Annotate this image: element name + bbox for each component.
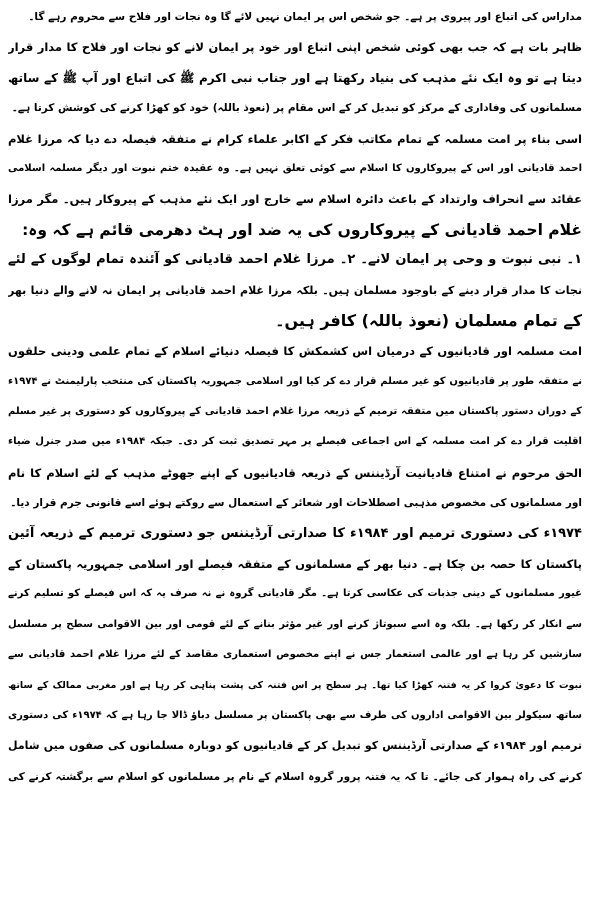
- text-line: غیور مسلمانوں کے دینی جذبات کی عکاسی کرتا ہے۔ مگر قادیانی گروہ نے نہ صرف یہ کہ اس فیصلے کو تسلیم کرنے: [8, 588, 582, 600]
- text-line: الحق مرحوم نے امتناع قادیانیت آرڈیننس کے ذریعہ قادیانیوں کے اپنے جھوٹے مذہب کے لئے اسلام کا نام: [8, 465, 582, 480]
- paragraph-6: [8, 519, 582, 793]
- text-line: کرنے کی راہ ہموار کی جائے۔ تا کہ یہ فتنہ پرور گروہ اسلام کے نام پر مسلمانوں کو اسلام سے برگشتہ کرنے کی: [8, 770, 582, 783]
- paragraph-4: [8, 245, 582, 336]
- text-line: کے دوران دستور پاکستان میں متفقہ ترمیم کے ذریعہ مرزا غلام احمد قادیانی کے پیروکاروں کو دستوری پر غیر مسلم: [8, 406, 582, 418]
- text-line: امت مسلمہ اور قادیانیوں کے درمیان اس کشمکش کا فیصلہ دنیائے اسلام کے تمام علمی ودینی حلقوں: [8, 344, 582, 359]
- text-line: نے متفقہ طور پر قادیانیوں کو غیر مسلم قرار دے کر کیا اور اسلامی جمہوریہ پاکستان کی منتخب پارلیمنٹ نے ۱۹۷۴ء: [8, 375, 582, 387]
- text-line: سازشیں کر رہا ہے اور عالمی استعمار جس نے اپنے مخصوص استعماری مقاصد کے لئے مرزا غلام احمد قادیانی سے: [8, 649, 582, 661]
- paragraph-1: [8, 2, 582, 32]
- text-line: ۱۔ نبی نبوت و وحی پر ایمان لانے۔ ۲۔ مرزا غلام احمد قادیانی کو آئندہ تمام لوگوں کے لئے: [8, 252, 582, 268]
- text-line: سے انکار کر رکھا ہے۔ بلکہ وہ اسے سبوتاژ کرنے اور غیر مؤثر بنانے کے لئے قومی اور بین الاقوامی سطح پر مسلسل: [8, 618, 582, 630]
- text-line: مسلمانوں کی وفاداری کے مرکز کو تبدیل کر کے اس مقام پر (نعوذ باللہ) خود کو کھڑا کرنے کی کوشش کرتا ہے۔: [11, 102, 582, 115]
- text-line: اور مسلمانوں کی مخصوص مذہبی اصطلاحات اور شعائر کے استعمال سے روکتے ہوئے اسے قانونی جرم قرار دیا۔: [10, 497, 582, 510]
- text-line: اسی بناء پر امت مسلمہ کے تمام مکاتب فکر کے اکابر علماء کرام نے متفقہ فیصلہ دے دیا کہ مرزا غلام: [8, 131, 582, 146]
- paragraph-2: [8, 32, 582, 123]
- text-line: مداراس کی اتباع اور پیروی پر ہے۔ جو شخص اس پر ایمان نہیں لائے گا وہ نجات اور فلاح سے محروم رہے گا۔: [28, 11, 582, 23]
- text-line: نجات کا مدار قرار دینے کے باوجود مسلمان ہیں۔ بلکہ مرزا غلام احمد قادیانی پر ایمان نہ لانے والے دنیا بھر: [8, 283, 582, 297]
- text-line: نبوت کا دعویٰ کروا کر یہ فتنہ کھڑا کیا تھا۔ ہر سطح پر اس فتنہ کی پشت پناہی کر رہا ہے اور مغربی ممالک کے ساتھ: [8, 679, 582, 691]
- text-line: ۱۹۷۴ء کی دستوری ترمیم اور ۱۹۸۴ء کا صدارتی آرڈیننس جو دستوری ترمیم کے ذریعہ آئین: [8, 525, 582, 541]
- text-line: عقائد سے انحراف وارتداد کے باعث دائرہ اسلام سے خارج اور ایک نئے مذہب کے پیروکار ہیں۔ مگر مرزا: [8, 192, 582, 207]
- text-line: احمد قادیانی اور اس کے پیروکاروں کا اسلام سے کوئی تعلق نہیں ہے۔ وہ عقیدہ ختم نبوت اور دیگر مسلمہ اسلامی: [8, 162, 582, 174]
- text-line: پاکستان کا حصہ بن چکا ہے۔ دنیا بھر کے مسلمانوں کے متفقہ فیصلے اور اسلامی جمہوریہ پاکستان کے: [8, 557, 582, 572]
- text-line: غلام احمد قادیانی کے پیروکاروں کی یہ ضد اور ہٹ دھرمی قائم ہے کہ وہ:: [22, 220, 582, 239]
- text-line: ترمیم اور ۱۹۸۴ء کے صدارتی آرڈیننس کو تبدیل کر کے قادیانیوں کو دوبارہ مسلمانوں کی صفوں میں شامل: [8, 739, 582, 753]
- text-line: ظاہر بات ہے کہ جب بھی کوئی شخص اپنی اتباع اور خود پر ایمان لانے کو نجات اور فلاح کا مدار قرار: [8, 40, 582, 55]
- paragraph-3: [8, 124, 582, 246]
- text-line: کے تمام مسلمان (نعوذ باللہ) کافر ہیں۔: [275, 310, 582, 330]
- text-line: ساتھ سیکولر بین الاقوامی اداروں کی طرف سے بھی پاکستان پر مسلسل دباؤ ڈالا جا رہا ہے کہ ۱۹۷۴ء کی دستوری: [8, 709, 582, 721]
- text-line: دیتا ہے تو وہ ایک نئے مذہب کی بنیاد رکھتا ہے اور جناب نبی اکرم ﷺ کی اتباع اور آپ ﷺ کے ساتھ: [8, 70, 582, 85]
- text-line: اقلیت قرار دے کر امت مسلمہ کے اس اجماعی فیصلے پر مہر تصدیق ثبت کر دی۔ جبکہ ۱۹۸۴ء میں صدر جنرل ضیاء: [8, 436, 582, 448]
- paragraph-5: [8, 336, 582, 518]
